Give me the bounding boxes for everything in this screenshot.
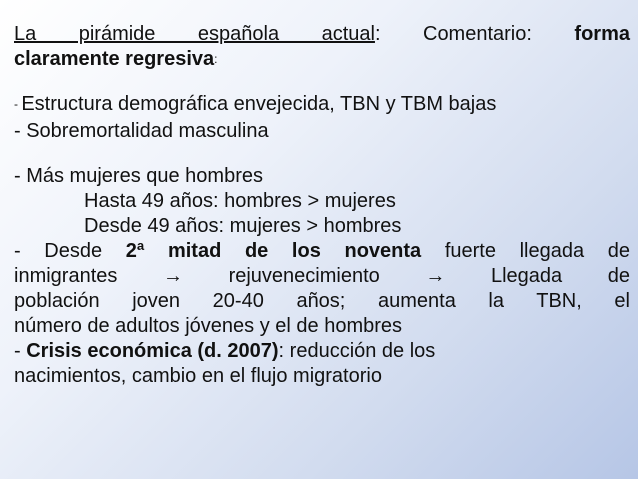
item-inmigrantes-line: inmigrantes → rejuvenecimiento → Llegada de	[14, 265, 630, 287]
title-regresiva: claramente regresiva	[14, 48, 215, 70]
item-hasta-49: Hasta 49 años: hombres > mujeres	[84, 190, 396, 212]
title-line-2	[14, 47, 630, 72]
estructura-text: Estructura demográfica envejecida, TBN y TBM bajas	[21, 93, 497, 115]
desde-tail: fuerte llegada de	[421, 240, 631, 262]
title-colon: :	[214, 52, 218, 66]
title-line-1	[14, 22, 630, 47]
title-main: La pirámide española actual	[14, 23, 375, 45]
crisis-prefix: -	[14, 340, 27, 362]
item-nacimientos-line: nacimientos, cambio en el flujo migratorio	[14, 365, 382, 387]
item-mas-mujeres: - Más mujeres que hombres	[14, 165, 263, 187]
item-desde-line	[14, 239, 630, 264]
title-comment: : Comentario:	[374, 23, 575, 45]
desde-prefix: - Desde	[14, 240, 126, 262]
desde-bold: 2ª mitad de los noventa	[125, 240, 422, 262]
item-sobremortalidad: - Sobremortalidad masculina	[14, 120, 269, 142]
title-forma: forma	[574, 23, 630, 45]
crisis-bold: Crisis económica (d. 2007)	[26, 340, 279, 362]
item-desde-49: Desde 49 años: mujeres > hombres	[84, 215, 402, 237]
item-crisis-line	[14, 339, 630, 364]
item-estructura	[14, 92, 630, 117]
item-numero-line: número de adultos jóvenes y el de hombres	[14, 315, 403, 337]
small-dash: -	[14, 97, 22, 111]
crisis-tail: : reducción de los	[278, 340, 436, 362]
item-poblacion-line: población joven 20-40 años; aumenta la TBN, el	[14, 290, 630, 312]
